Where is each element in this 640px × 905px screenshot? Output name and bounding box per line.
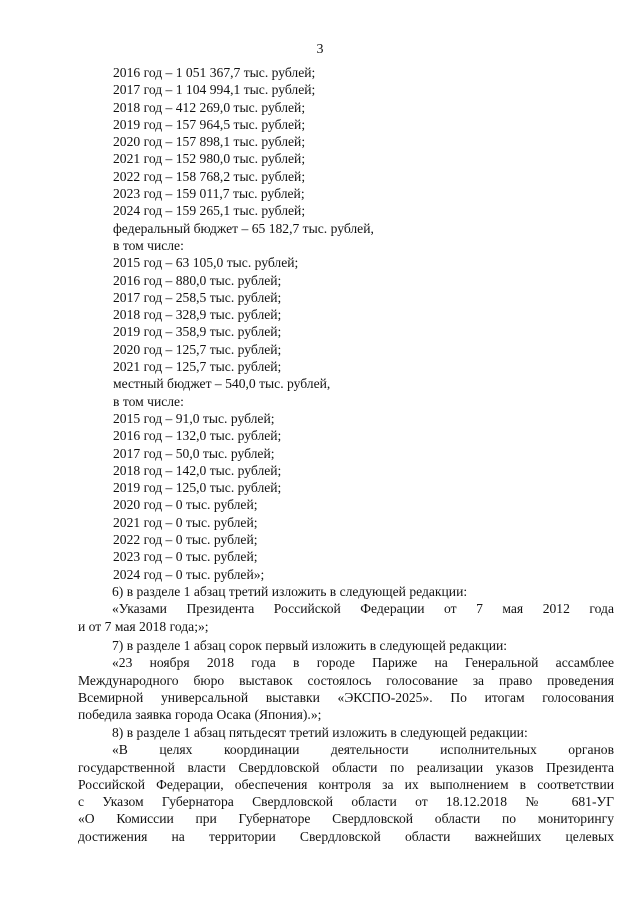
item-8-quote-line: государственной власти Свердловской области по реализации указов Президента: [78, 759, 614, 775]
item-6-quote-line: «Указами Президента Российской Федерации от 7 мая 2012 года: [112, 601, 614, 617]
item-8-quote-line: с Указом Губернатора Свердловской области от 18.12.2018 № 681-УГ: [78, 794, 614, 810]
list-item: 2015 год – 63 105,0 тыс. рублей;: [113, 255, 299, 271]
list-item: 2022 год – 0 тыс. рублей;: [113, 532, 258, 548]
list-item: 2016 год – 132,0 тыс. рублей;: [113, 428, 282, 444]
list-item: 2019 год – 157 964,5 тыс. рублей;: [113, 116, 306, 132]
list-item: 2017 год – 1 104 994,1 тыс. рублей;: [113, 82, 316, 98]
page-number: 3: [316, 42, 324, 57]
list-item: 2016 год – 880,0 тыс. рублей;: [113, 272, 282, 288]
local-budget-heading: местный бюджет – 540,0 тыс. рублей,: [113, 376, 331, 392]
item-7-quote-line: Всемирной универсальной выставки «ЭКСПО-2025». По итогам голосования: [78, 689, 614, 705]
item-7-intro: 7) в разделе 1 абзац сорок первый изложить в следующей редакции:: [112, 638, 508, 653]
list-item: 2017 год – 258,5 тыс. рублей;: [113, 289, 282, 305]
item-7-quote-line: победила заявка города Осака (Япония).»;: [78, 707, 322, 723]
item-7: [78, 637, 614, 723]
item-6: [78, 583, 614, 635]
list-item: 2019 год – 125,0 тыс. рублей;: [113, 480, 282, 496]
total-funding-list: [113, 64, 374, 583]
item-8-quote-line: достижения на территории Свердловской области важнейших целевых: [78, 828, 614, 844]
item-8-quote-line: Российской Федерации, обеспечения контроля за их выполнением в соответствии: [78, 776, 614, 792]
list-item: 2023 год – 159 011,7 тыс. рублей;: [113, 186, 305, 202]
item-6-intro: 6) в разделе 1 абзац третий изложить в следующей редакции:: [112, 584, 468, 599]
list-item: 2021 год – 0 тыс. рублей;: [113, 514, 258, 530]
item-6-quote-line: и от 7 мая 2018 года;»;: [78, 618, 209, 634]
list-item: 2016 год – 1 051 367,7 тыс. рублей;: [113, 65, 316, 80]
list-item: 2020 год – 125,7 тыс. рублей;: [113, 341, 282, 357]
list-item: 2015 год – 91,0 тыс. рублей;: [113, 410, 275, 426]
item-8: [78, 724, 614, 845]
federal-budget-subheading: в том числе:: [113, 237, 184, 253]
list-item: 2024 год – 159 265,1 тыс. рублей;: [113, 203, 306, 219]
list-item: 2018 год – 328,9 тыс. рублей;: [113, 307, 282, 323]
federal-budget-heading: федеральный бюджет – 65 182,7 тыс. рублей,: [113, 220, 374, 236]
list-item: 2017 год – 50,0 тыс. рублей;: [113, 445, 275, 461]
list-item: 2018 год – 142,0 тыс. рублей;: [113, 462, 282, 478]
list-item: 2020 год – 0 тыс. рублей;: [113, 497, 258, 513]
item-7-quote-line: «23 ноября 2018 года в городе Париже на Генеральной ассамблее: [112, 655, 614, 671]
list-item: 2021 год – 125,7 тыс. рублей;: [113, 359, 282, 375]
list-item: 2020 год – 157 898,1 тыс. рублей;: [113, 134, 306, 150]
list-item: 2024 год – 0 тыс. рублей»;: [113, 566, 265, 582]
item-8-quote-line: «О Комиссии при Губернаторе Свердловской области по мониторингу: [78, 811, 614, 827]
list-item: 2019 год – 358,9 тыс. рублей;: [113, 324, 282, 340]
list-item: 2021 год – 152 980,0 тыс. рублей;: [113, 151, 306, 167]
list-item: 2023 год – 0 тыс. рублей;: [113, 549, 258, 565]
item-8-quote-line: «В целях координации деятельности исполнительных органов: [112, 742, 614, 758]
list-item: 2018 год – 412 269,0 тыс. рублей;: [113, 99, 306, 115]
local-budget-subheading: в том числе:: [113, 393, 184, 409]
list-item: 2022 год – 158 768,2 тыс. рублей;: [113, 168, 306, 184]
item-8-intro: 8) в разделе 1 абзац пятьдесят третий изложить в следующей редакции:: [112, 725, 528, 740]
item-7-quote-line: Международного бюро выставок состоялось голосование за право проведения: [78, 672, 614, 688]
